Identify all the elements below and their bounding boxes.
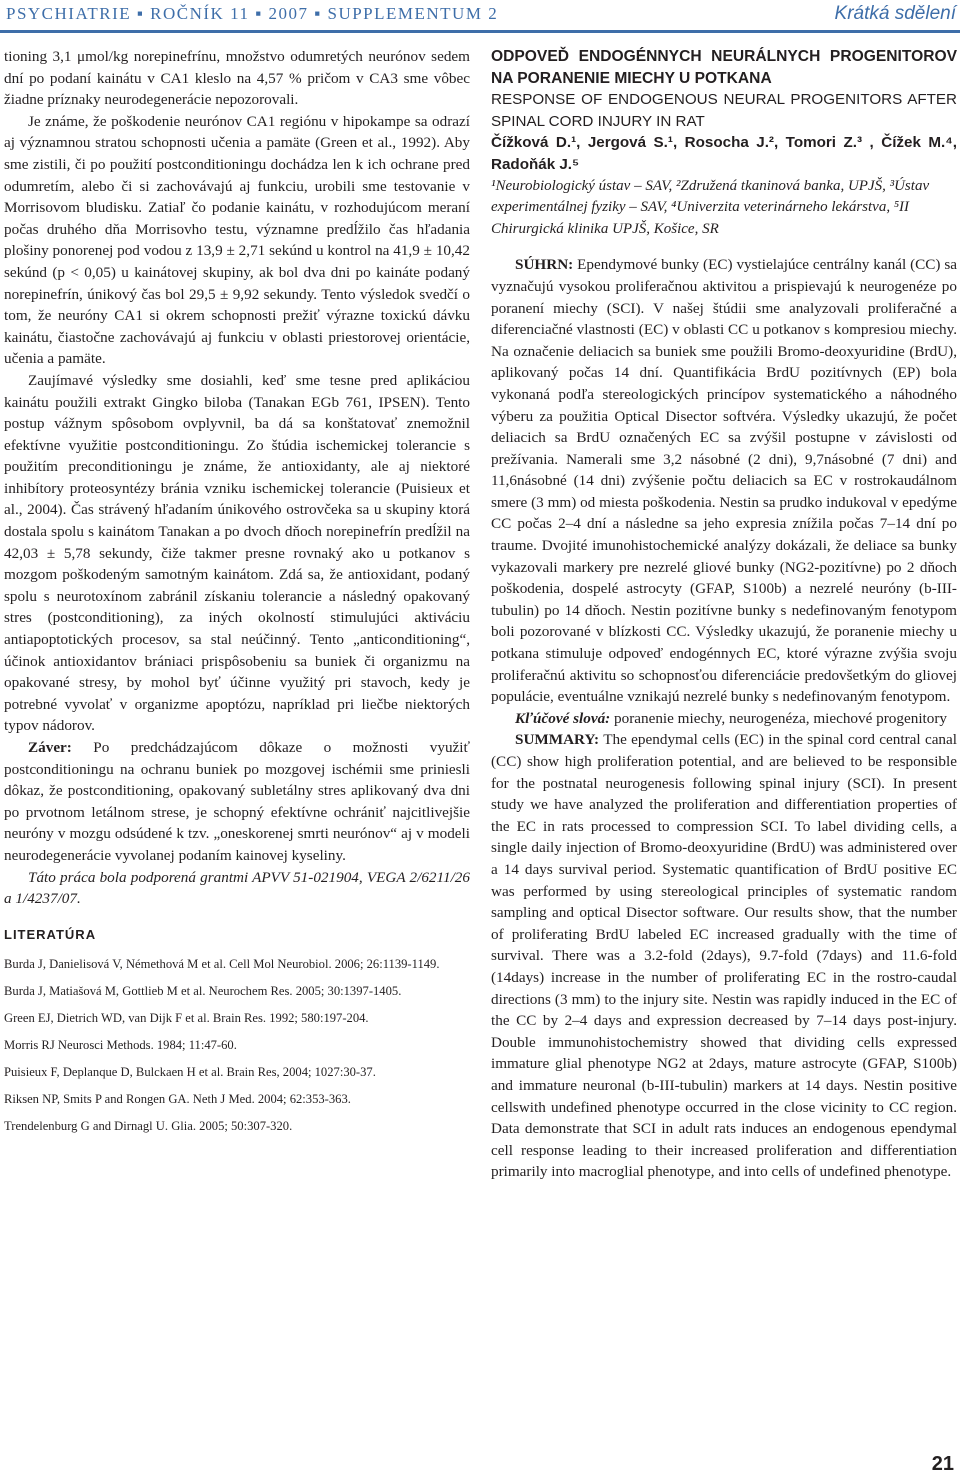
references-heading: LITERATÚRA [4, 926, 97, 942]
journal-header: PSYCHIATRIE ▪ ROČNÍK 11 ▪ 2007 ▪ SUPPLEMENTUM 2 [6, 4, 499, 23]
page-number: 21 [931, 1453, 954, 1475]
reference-item: Burda J, Danielisová V, Némethová M et al. Cell Mol Neurobiol. 2006; 26:1139-1149. [4, 957, 440, 972]
keywords [491, 708, 957, 730]
reference-item: Riksen NP, Smits P and Rongen GA. Neth J Med. 2004; 62:353-363. [4, 1092, 351, 1107]
abstract-sk-text: Ependymové bunky (EC) vystielajúce centrálny kanál (CC) sa vyznačujú vysokou proliferačnou aktivitou a prispievajú k neurogenéze po poranení miechy (SCI). V našej štúdii sme analyzovali proliferačné a diferenciačné vlastnosti (EC) v oblasti CC u potkanov s kompresiou miechy. Na označenie deliacich sa buniek sme použili Bromo-deoxyuridine (BrdU), aplikovaný počas 14 dní. Quantifikácia BrdU pozitívnych (EP) bola vykonaná podľa stereologických princípov systematického a náhodného výberu za použitia Optical Disector softvéra. Výsledky ukazujú, že počet deliacich sa BrdU označených EC sa zvýšil postupne v závislosti od prežívania. Namerali sme 3,2 násobné (2 dni), 9,7násobné (7 dni) and 11,6násobné (14 dni) zvýšenie počtu deliacich sa EC v rostrokaudálnom smere (3 mm) od miesta poškodenia. Nestin sa prudko indukoval v epedýme CC počas 2–4 dní a následne sa jeho expresia znížila počas 7–14 dní po traume. Dvojité imunohistochemické analýzy dokázali, že deliace sa bunky vykazovali markery pre nezrelé gliové bunky (NG2-pozitívne) po 2 dňoch poškodenia, dospelé astrocyty (GFAP, S100b) a nezrelé neuróny (b-III-tubulin) po 14 dňoch. Nestin pozitívne bunky s nedefinovaným fenotypom boli pozorované v blízkosti CC. Výsledky ukazujú, že poranenie miechy u potkana stimuluje odpoveď endogénnych EC, ktoré výrazne zvýšia svoju proliferačnú aktivitu so schopnosťou diferenciácie predovšetkým do gliovej populácie, eventuálne vznikajú nezrelé bunky s nedefinovaným fenotypom. [491, 256, 957, 706]
abstract-en-label: SUMMARY: [515, 731, 600, 749]
article-title-english: RESPONSE OF ENDOGENOUS NEURAL PROGENITORS AFTER SPINAL CORD INJURY IN RAT [491, 91, 957, 130]
reference-item: Morris RJ Neurosci Methods. 1984; 11:47-60. [4, 1038, 237, 1053]
paragraph: Zaujímavé výsledky sme dosiahli, keď sme tesne pred aplikáciou kainátu použili extrakt Gingko biloba (Tanakan EGb 761, IPSEN). Tento postup vážnym spôsobom ovplyvnil, ba dá sa konštatovať znemožnil efektívne využitie postconditioningu. Zo štúdia ischemickej tolerancie s použitím preconditioningu je známe, že antioxidanty, ale aj niektoré inhibítory proteosyntézy bránia vzniku ischemickej tolerancie (Puisieux et al., 2004). Čas strávený hľadaním únikového ostrovčeka sa u skupiny ktorá dostala spolu s kainátom Tanakan a po dvoch dňoch norepinefrín predĺžil na 42,03 ± 5,78 sekundy, čiže takmer presne rovnaký ako u potkanov s mozgom poškodeným samotným kainátom. Zdá sa, že antioxidant, podaný spolu s neurotoxínom zabránil získaniu tolerancie a následný opakovaný stres (postconditioning), za iných okolností stimulujúci aktiváciu antiapoptotických procesov, sa stal neúčinný. Tento „anticonditioning“, účinok antioxidantov brániaci prispôsobeniu sa buniek či organizmu na opakované stresy, by mohol byť účinne využitý pri stavoch, kedy je potrebné vyvolať v organizme apoptózu, napríklad pri liečbe niektorých typov nádorov. [4, 371, 470, 735]
authors: Čížková D.¹, Jergová S.¹, Rosocha J.², Tomori Z.³ , Čížek M.⁴, Radoňák J.⁵ [491, 134, 957, 173]
reference-item: Puisieux F, Deplanque D, Bulckaen H et al. Brain Res, 2004; 1027:30-37. [4, 1065, 376, 1080]
reference-item: Trendelenburg G and Dirnagl U. Glia. 2005; 50:307-320. [4, 1119, 293, 1134]
section-header: Krátká sdělení [834, 3, 956, 24]
affiliations: ¹Neurobiologický ústav – SAV, ²Združená tkaninová banka, UPJŠ, ³Ústav experimentálnej fyziky – SAV, ⁴Univerzita veterinárneho lekárstva, ⁵II Chirurgická klinika UPJŠ, Košice, SR [491, 177, 930, 237]
grant-note: Táto práca bola podporená grantmi APVV 51-021904, VEGA 2/6211/26 a 1/4237/07. [4, 868, 470, 908]
paragraph: Je známe, že poškodenie neurónov CA1 regiónu v hipokampe sa odrazí aj významnou stratou schopnosti učenia a pamäte (Green et al., 1992). Aby sme zistili, či po použití postconditioningu dochádza len k ich ochrane pred odumretím, alebo či si zachovávajú aj funkciu, urobili sme testovanie v Morrisovom bludisku. Zatiaľ čo podanie kainátu, v rozhodujúcom meraní počas druhého dňa Morrisovho testu, významne predĺžilo čas hľadania plošiny ponorenej pod vodou z 13,9 ± 2,71 sekúnd u kontrol na 41,9 ± 10,42 sekúnd (p < 0,05) u kainátovej skupiny, ak bol dva dni po kaináte podaný norepinefrín, únikový čas bol 29,5 ± 9,92 sekundy. Tento výsledok svedčí o tom, že neuróny CA1 si okrem schopnosti prežiť výrazne toxickú dávku kainátu, čiastočne zachovávajú aj funkciu v oblasti priestorovej orientácie, učenia a pamäte. [4, 112, 470, 368]
conclusion-text: Po predchádzajúcom dôkaze o možnosti využiť postconditioningu na ochranu buniek po mozgovej ischémii sme priniesli dôkaz, že postconditioning, opakovaný subletálny stres aplikovaný dva dni po prvotnom letálnom strese, je schopný efektívne ochrániť najcitlivejšie neuróny v mozgu odsúdené k tzv. „oneskorenej smrti neurónov“ aj v modeli neurodegenerácie vyvolanej podaním kainovej kyseliny. [4, 739, 470, 864]
paragraph: tioning 3,1 μmol/kg norepinefrínu, množstvo odumretých neurónov sedem dní po podaní kainátu v CA1 kleslo na 4,57 % pričom v CA3 sme vôbec žiadne príznaky neurodegenerácie nepozorovali. [4, 48, 470, 109]
reference-item: Green EJ, Dietrich WD, van Dijk F et al. Brain Res. 1992; 580:197-204. [4, 1011, 369, 1026]
keywords-label: Kľúčové slová: [515, 709, 611, 727]
abstract-sk [491, 254, 957, 707]
article-title: ODPOVEĎ ENDOGÉNNYCH NEURÁLNYCH PROGENITOROV NA PORANENIE MIECHY U POTKANA [491, 48, 957, 87]
abstract-sk-label: SÚHRN: [515, 256, 574, 274]
abstract-en [491, 729, 957, 1182]
running-header [0, 0, 960, 33]
reference-item: Burda J, Matiašová M, Gottlieb M et al. Neurochem Res. 2005; 30:1397-1405. [4, 984, 402, 999]
abstract-en-text: The ependymal cells (EC) in the spinal cord central canal (CC) show high proliferation potential, and are believed to be responsible for the postnatal neurogenesis following spinal injury (SCI). In present study we have analyzed the proliferation and differentiation properties of the EC in rats processed to compression SCI. To label dividing cells, a single daily injection of Bromo-deoxyuridine (BrdU) was administered over a 14 days survival period. Systematic quantification of BrdU positive EC was performed by using stereological principles of systematic random sampling and optical Disector software. Our results show, that the number of proliferating BrdU labeled EC increased gradually with the time of survival. There was a 3.2-fold (2days), 9.7-fold (7days) and 11.6-fold (14days) increase in the number of proliferating EC in the rostro-caudal directions (3 mm) to the injury site. Nestin was rapidly induced in the EC of the CC by 2–4 days and expression decreased by 7–14 days post-injury. Double immunohistochemistry showed that dividing cells expressed immature glial phenotype NG2 at 2days, mature astrocyte (GFAP, S100b) and immature neuronal (b-III-tubulin) markers at 14 days. Nestin positive cellswith undefined phenotype occurred in the close vicinity to CC region. Data demonstrate that SCI in adult rats induces an endogenous ependymal cell response leading to their increased proliferation and differentiation primarily into macroglial phenotype, and into cells of undefined phenotype. [491, 731, 957, 1181]
conclusion-label: Záver: [28, 739, 72, 756]
right-column [491, 46, 957, 1183]
keywords-text: poranenie miechy, neurogenéza, miechové progenitory [610, 709, 948, 727]
left-column [4, 46, 470, 1134]
conclusion-paragraph [4, 737, 470, 867]
